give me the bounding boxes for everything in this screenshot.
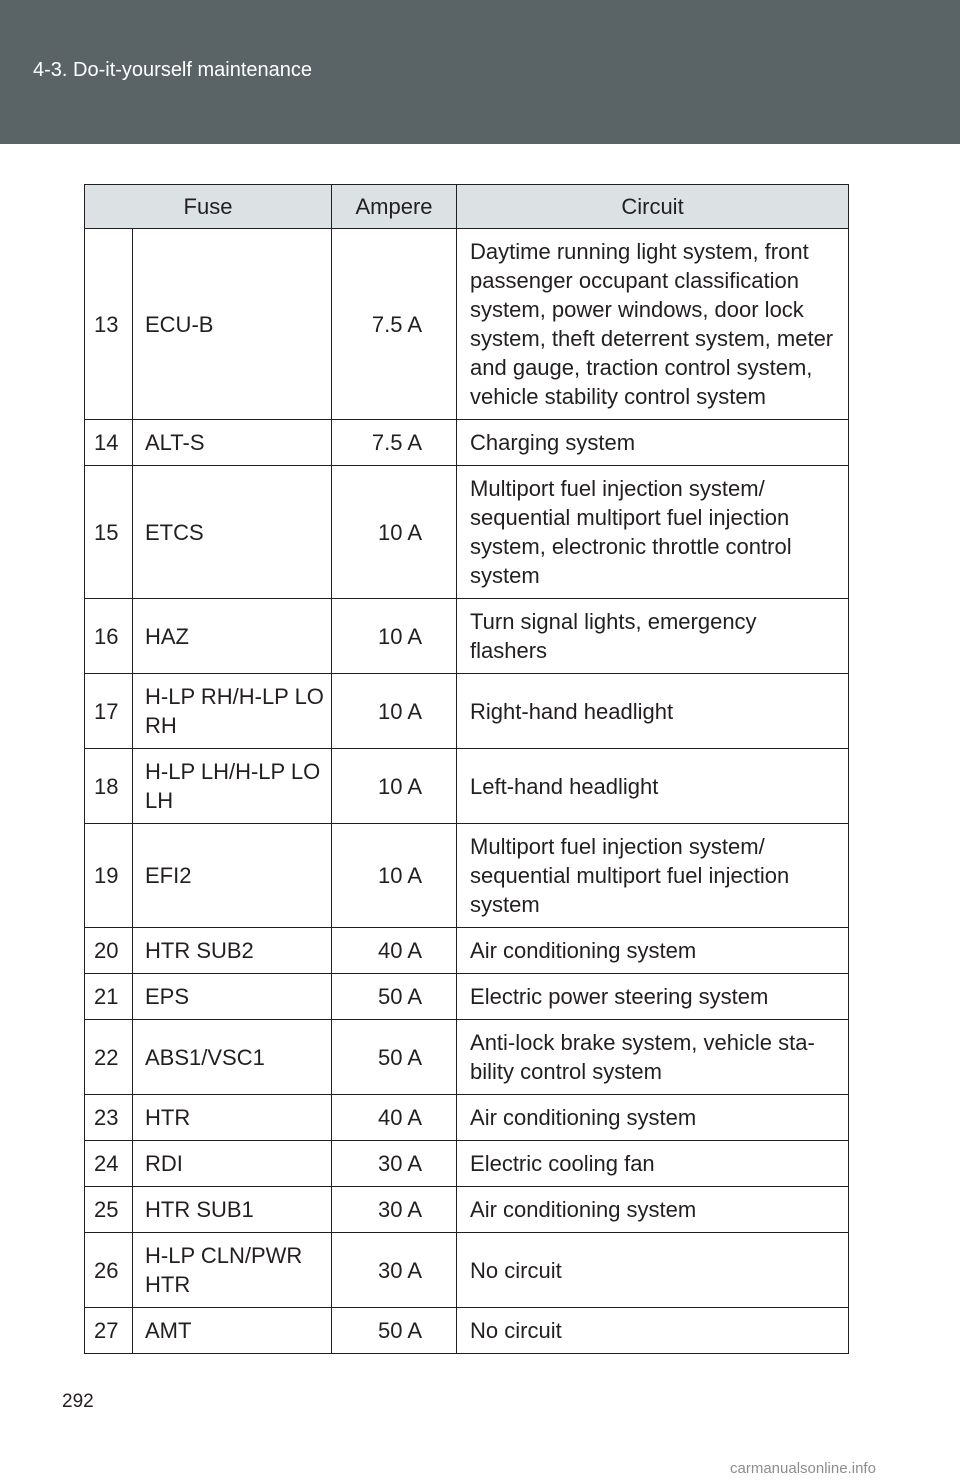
circuit-cell: Right-hand headlight (457, 674, 849, 749)
ampere-cell: 50 A (332, 974, 457, 1020)
table-row (85, 824, 849, 928)
fuse-name-cell: HTR (133, 1095, 332, 1141)
fuse-name-cell: HTR SUB1 (133, 1187, 332, 1233)
circuit-cell: Electric cooling fan (457, 1141, 849, 1187)
fuse-number-cell: 23 (85, 1095, 133, 1141)
table-row (85, 229, 849, 420)
circuit-cell: Air conditioning system (457, 1095, 849, 1141)
table-body (85, 229, 849, 1354)
ampere-cell: 40 A (332, 1095, 457, 1141)
circuit-cell: Air conditioning system (457, 928, 849, 974)
fuse-name-cell: ALT-S (133, 420, 332, 466)
table-row (85, 974, 849, 1020)
fuse-name-cell: H-LP CLN/PWR HTR (133, 1233, 332, 1308)
circuit-cell: Electric power steering system (457, 974, 849, 1020)
watermark: carmanualsonline.info (730, 1460, 876, 1477)
header-band (0, 0, 960, 144)
table-row (85, 1141, 849, 1187)
fuse-number-cell: 19 (85, 824, 133, 928)
column-header-circuit: Circuit (457, 185, 849, 229)
circuit-cell: Daytime running light system, front passenger occupant classification system, power windows, door lock system, theft deterrent system, meter and gauge, traction control system, vehicle stability control system (457, 229, 849, 420)
circuit-cell: Charging system (457, 420, 849, 466)
table-row (85, 1308, 849, 1354)
fuse-table (84, 184, 849, 1354)
fuse-number-cell: 21 (85, 974, 133, 1020)
table-row (85, 1187, 849, 1233)
fuse-name-cell: ECU-B (133, 229, 332, 420)
ampere-cell: 7.5 A (332, 420, 457, 466)
ampere-cell: 10 A (332, 599, 457, 674)
fuse-number-cell: 27 (85, 1308, 133, 1354)
fuse-number-cell: 17 (85, 674, 133, 749)
table-header-row (85, 185, 849, 229)
fuse-name-cell: RDI (133, 1141, 332, 1187)
fuse-number-cell: 25 (85, 1187, 133, 1233)
fuse-name-cell: ETCS (133, 466, 332, 599)
table-row (85, 1020, 849, 1095)
fuse-name-cell: EFI2 (133, 824, 332, 928)
ampere-cell: 10 A (332, 466, 457, 599)
table-row (85, 1095, 849, 1141)
fuse-number-cell: 18 (85, 749, 133, 824)
circuit-cell: Air conditioning system (457, 1187, 849, 1233)
circuit-cell: No circuit (457, 1233, 849, 1308)
circuit-cell: Turn signal lights, emergency flashers (457, 599, 849, 674)
fuse-number-cell: 15 (85, 466, 133, 599)
fuse-name-cell: EPS (133, 974, 332, 1020)
circuit-cell: Anti-lock brake system, vehicle sta-bility control system (457, 1020, 849, 1095)
fuse-name-cell: HTR SUB2 (133, 928, 332, 974)
fuse-number-cell: 14 (85, 420, 133, 466)
circuit-cell: Multiport fuel injection system/ sequential multiport fuel injection system, electronic throttle control system (457, 466, 849, 599)
column-header-ampere: Ampere (332, 185, 457, 229)
fuse-name-cell: ABS1/VSC1 (133, 1020, 332, 1095)
ampere-cell: 10 A (332, 674, 457, 749)
fuse-number-cell: 22 (85, 1020, 133, 1095)
column-header-fuse: Fuse (85, 185, 332, 229)
table-row (85, 674, 849, 749)
section-title: 4-3. Do-it-yourself maintenance (33, 59, 313, 81)
ampere-cell: 7.5 A (332, 229, 457, 420)
fuse-number-cell: 24 (85, 1141, 133, 1187)
table-row (85, 599, 849, 674)
table-row (85, 749, 849, 824)
table-row (85, 466, 849, 599)
ampere-cell: 10 A (332, 749, 457, 824)
circuit-cell: Left-hand headlight (457, 749, 849, 824)
circuit-cell: Multiport fuel injection system/ sequential multiport fuel injection system (457, 824, 849, 928)
ampere-cell: 30 A (332, 1233, 457, 1308)
fuse-name-cell: H-LP RH/H-LP LO RH (133, 674, 332, 749)
page-number: 292 (62, 1391, 94, 1412)
table-row (85, 928, 849, 974)
fuse-name-cell: HAZ (133, 599, 332, 674)
fuse-number-cell: 16 (85, 599, 133, 674)
ampere-cell: 50 A (332, 1308, 457, 1354)
fuse-number-cell: 20 (85, 928, 133, 974)
table-row (85, 420, 849, 466)
fuse-number-cell: 26 (85, 1233, 133, 1308)
fuse-name-cell: AMT (133, 1308, 332, 1354)
ampere-cell: 30 A (332, 1187, 457, 1233)
ampere-cell: 40 A (332, 928, 457, 974)
table-row (85, 1233, 849, 1308)
circuit-cell: No circuit (457, 1308, 849, 1354)
ampere-cell: 10 A (332, 824, 457, 928)
fuse-number-cell: 13 (85, 229, 133, 420)
fuse-name-cell: H-LP LH/H-LP LO LH (133, 749, 332, 824)
ampere-cell: 30 A (332, 1141, 457, 1187)
ampere-cell: 50 A (332, 1020, 457, 1095)
